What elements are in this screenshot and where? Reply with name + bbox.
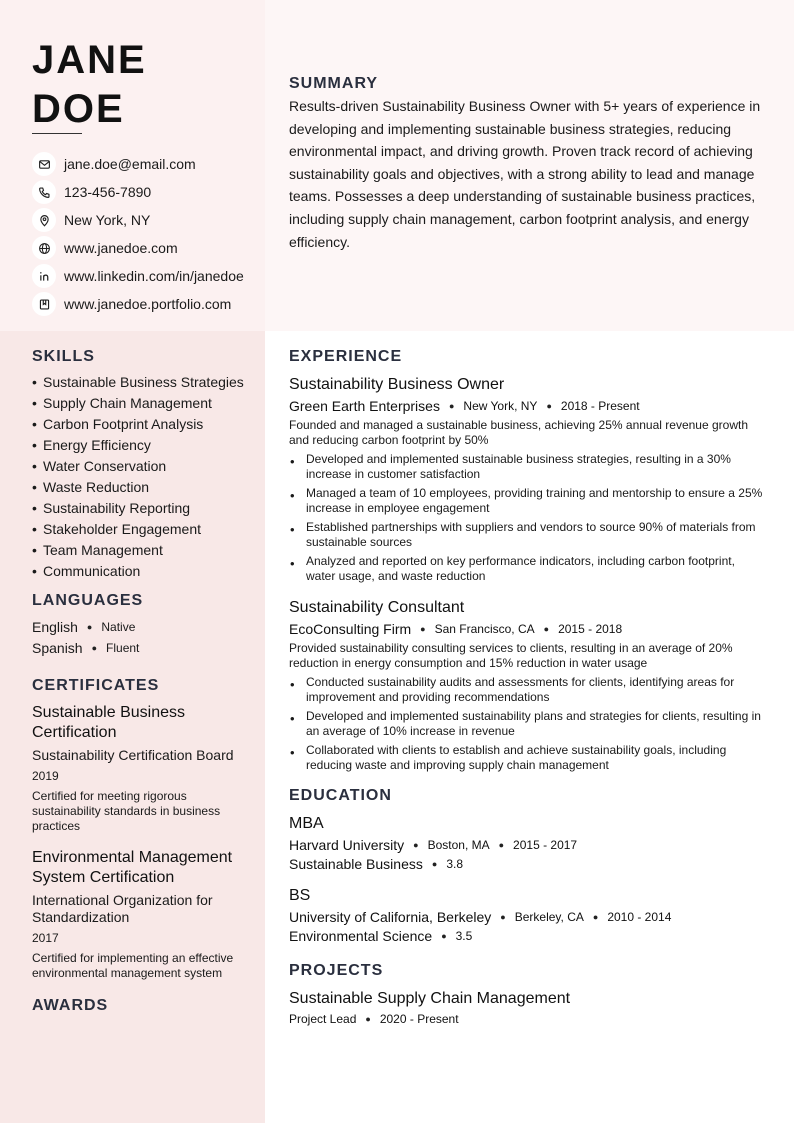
- certificate-desc: Certified for meeting rigorous sustainability standards in business practices: [32, 789, 221, 833]
- certificate-title: Environmental Management System Certification: [32, 849, 233, 886]
- separator-dot: ●: [448, 401, 455, 411]
- separator-dot: ●: [592, 912, 599, 922]
- name-divider: [32, 133, 82, 134]
- project-role: Project Lead: [289, 1012, 357, 1026]
- contact-linkedin[interactable]: [32, 262, 244, 290]
- summary-heading: SUMMARY: [289, 75, 379, 92]
- job-dates: 2015 - 2018: [558, 622, 623, 636]
- project-title: Sustainable Supply Chain Management: [289, 990, 571, 1007]
- candidate-name: [32, 36, 147, 134]
- skills-list: [32, 374, 247, 580]
- education-gpa: 3.8: [446, 857, 463, 871]
- job-location: San Francisco, CA: [434, 622, 535, 636]
- contact-location-text: New York, NY: [64, 212, 151, 228]
- job-title: Sustainability Consultant: [289, 599, 465, 616]
- skill-item: • Water Conservation: [32, 458, 247, 475]
- education-location: Boston, MA: [427, 838, 490, 852]
- certificate-desc: Certified for implementing an effective environmental management system: [32, 951, 234, 980]
- contact-portfolio-text: www.janedoe.portfolio.com: [64, 296, 232, 312]
- skill-item: • Stakeholder Engagement: [32, 521, 247, 538]
- job-item: [289, 598, 767, 773]
- projects-heading: PROJECTS: [289, 962, 384, 979]
- job-company: Green Earth Enterprises: [289, 398, 440, 414]
- job-description: Provided sustainability consulting services to clients, resulting in an average of 20% reduction in energy consumption and 15% reduction in water usage: [289, 641, 733, 670]
- certificate-org: International Organization for Standardization: [32, 892, 213, 925]
- separator-dot: ●: [365, 1014, 371, 1024]
- project-item: [289, 989, 767, 1026]
- language-item: [32, 619, 247, 634]
- skill-item: • Waste Reduction: [32, 479, 247, 496]
- job-company: EcoConsulting Firm: [289, 621, 412, 637]
- separator-dot: ●: [413, 840, 419, 850]
- language-level: Fluent: [106, 640, 140, 655]
- contact-email-text: jane.doe@email.com: [64, 156, 196, 172]
- certificate-item: [32, 848, 247, 981]
- job-bullets: [289, 452, 767, 584]
- education-item: [289, 886, 767, 944]
- contact-list: [32, 150, 244, 318]
- project-meta: [289, 1012, 767, 1026]
- education-degree: BS: [289, 887, 311, 904]
- job-bullets: [289, 675, 767, 773]
- job-bullet: • Established partnerships with suppliers and vendors to source 90% of materials from sustainable sources: [289, 520, 767, 550]
- separator-dot: ●: [441, 931, 447, 941]
- skill-item: • Energy Efficiency: [32, 437, 247, 454]
- separator-dot: ●: [91, 642, 98, 653]
- contact-linkedin-text: www.linkedin.com/in/janedoe: [64, 268, 244, 284]
- contact-email[interactable]: [32, 150, 244, 178]
- separator-dot: ●: [431, 859, 438, 869]
- awards-heading: AWARDS: [32, 997, 109, 1014]
- language-name: English: [32, 618, 78, 635]
- contact-location: [32, 206, 244, 234]
- contact-portfolio[interactable]: [32, 290, 244, 318]
- separator-dot: ●: [543, 624, 550, 634]
- education-gpa: 3.5: [455, 929, 473, 943]
- separator-dot: ●: [546, 401, 552, 411]
- certificate-org: Sustainability Certification Board: [32, 747, 234, 763]
- main-content: [289, 348, 767, 1026]
- separator-dot: ●: [500, 912, 506, 922]
- job-bullet: • Collaborated with clients to establish and achieve sustainability goals, including reducing waste and improving supply chain management: [289, 743, 767, 773]
- separator-dot: ●: [420, 624, 426, 634]
- job-location: New York, NY: [463, 399, 538, 413]
- globe-icon: [32, 236, 56, 260]
- separator-dot: ●: [86, 621, 93, 632]
- sidebar-content: [32, 348, 247, 1015]
- job-bullet: • Analyzed and reported on key performance indicators, including carbon footprint, water usage, and waste reduction: [289, 554, 767, 584]
- education-field: Environmental Science: [289, 928, 433, 944]
- job-dates: 2018 - Present: [560, 399, 640, 413]
- certificate-title: Sustainable Business Certification: [32, 704, 185, 741]
- skill-item: • Team Management: [32, 542, 247, 559]
- certificate-year: 2019: [32, 769, 59, 783]
- job-bullet: • Managed a team of 10 employees, providing training and mentorship to ensure a 25% increase in employee engagement: [289, 486, 767, 516]
- language-item: [32, 640, 247, 655]
- first-name: JANE: [32, 38, 147, 82]
- education-meta: [289, 909, 767, 925]
- job-description: Founded and managed a sustainable business, achieving 25% annual revenue growth and reducing carbon footprint by 50%: [289, 418, 748, 447]
- location-icon: [32, 208, 56, 232]
- education-school: Harvard University: [289, 837, 405, 853]
- languages-heading: LANGUAGES: [32, 592, 144, 609]
- education-dates: 2010 - 2014: [607, 910, 672, 924]
- certificate-year: 2017: [32, 931, 59, 945]
- contact-website[interactable]: [32, 234, 244, 262]
- languages-list: [32, 619, 247, 655]
- phone-icon: [32, 180, 56, 204]
- mail-icon: [32, 152, 56, 176]
- education-item: [289, 814, 767, 872]
- education-location: Berkeley, CA: [514, 910, 584, 924]
- certificate-item: [32, 703, 247, 834]
- skill-item: • Carbon Footprint Analysis: [32, 416, 247, 433]
- job-bullet: • Conducted sustainability audits and assessments for clients, identifying areas for improvement and providing recommendations: [289, 675, 767, 705]
- education-meta: [289, 837, 767, 853]
- last-name: DOE: [32, 87, 125, 131]
- contact-website-text: www.janedoe.com: [64, 240, 178, 256]
- job-bullet: • Developed and implemented sustainable business strategies, resulting in a 30% increase in customer satisfaction: [289, 452, 767, 482]
- skill-item: • Supply Chain Management: [32, 395, 247, 412]
- education-degree: MBA: [289, 815, 324, 832]
- education-field-row: [289, 928, 767, 944]
- education-field: Sustainable Business: [289, 856, 423, 872]
- skill-item: • Sustainability Reporting: [32, 500, 247, 517]
- summary-text: Results-driven Sustainability Business Owner with 5+ years of experience in developing and implementing sustainable business strategies, reducing environmental impact, and driving growth. Proven track record of achieving sustainability goals and objectives, with a strong ability to lead and manage teams. Possesses a deep understanding of sustainable business practices, including supply chain management, carbon footprint analysis, and energy efficiency.: [289, 98, 761, 250]
- portfolio-icon: [32, 292, 56, 316]
- contact-phone-text: 123-456-7890: [64, 184, 152, 200]
- linkedin-icon: [32, 264, 56, 288]
- language-level: Native: [101, 619, 136, 634]
- job-title: Sustainability Business Owner: [289, 376, 505, 393]
- project-dates: 2020 - Present: [379, 1012, 459, 1026]
- education-field-row: [289, 856, 767, 872]
- education-heading: EDUCATION: [289, 787, 392, 804]
- separator-dot: ●: [498, 840, 505, 850]
- job-meta: [289, 621, 767, 637]
- job-bullet: • Developed and implemented sustainability plans and strategies for clients, resulting in an average of 10% increase in revenue: [289, 709, 767, 739]
- education-school: University of California, Berkeley: [289, 909, 492, 925]
- skill-item: • Sustainable Business Strategies: [32, 374, 247, 391]
- certificates-heading: CERTIFICATES: [32, 677, 160, 694]
- job-meta: [289, 398, 767, 414]
- education-dates: 2015 - 2017: [513, 838, 578, 852]
- contact-phone[interactable]: [32, 178, 244, 206]
- language-name: Spanish: [32, 639, 83, 656]
- experience-heading: EXPERIENCE: [289, 348, 403, 365]
- skill-item: • Communication: [32, 563, 247, 580]
- skills-heading: SKILLS: [32, 348, 95, 365]
- job-item: [289, 375, 767, 584]
